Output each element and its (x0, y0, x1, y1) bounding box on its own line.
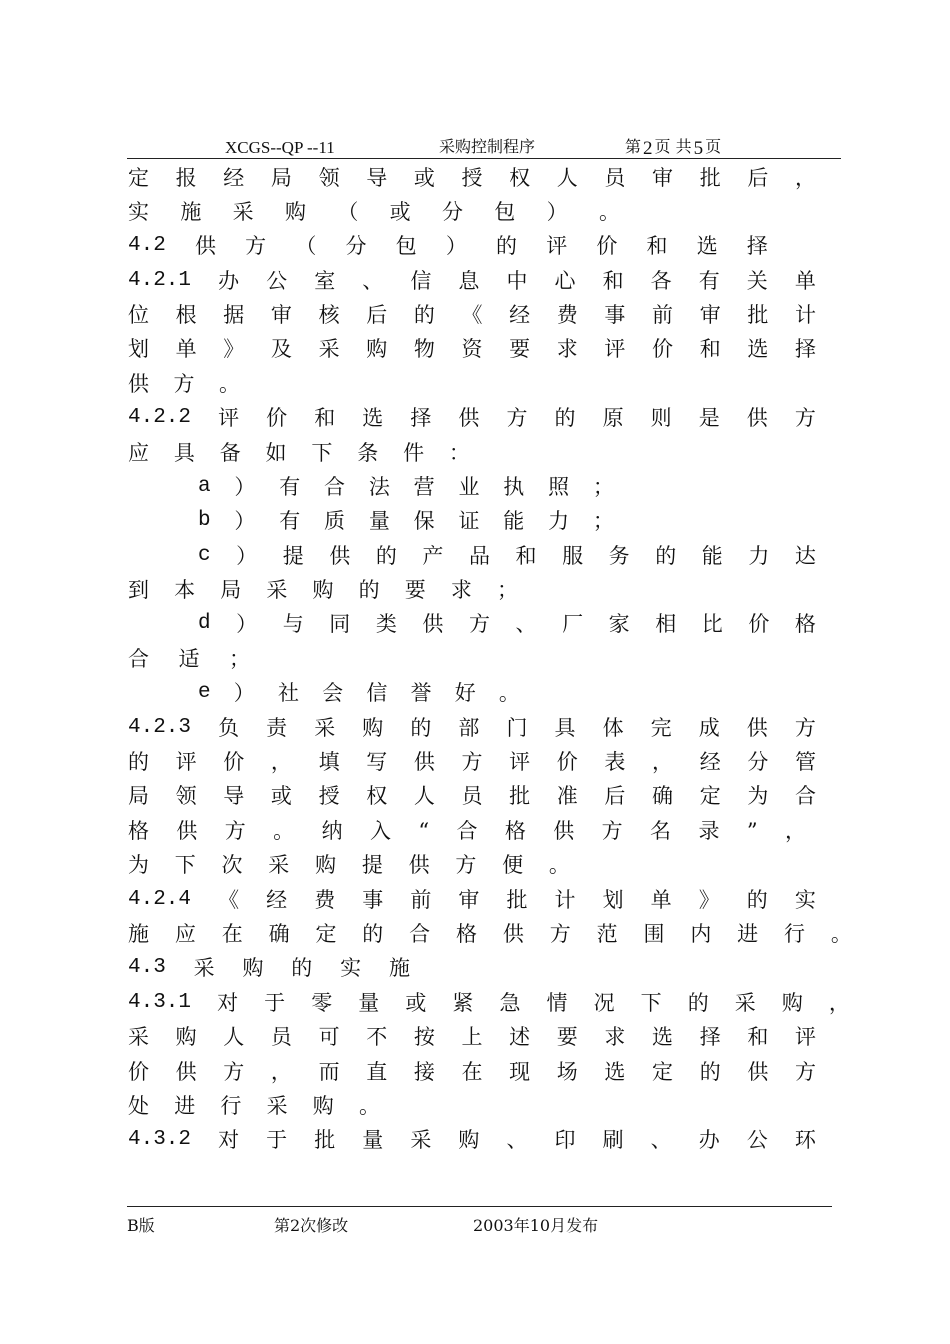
text-line: 实 施 采 购 （ 或 分 包 ） 。 (128, 200, 620, 224)
text-line: 4.2 供 方 （ 分 包 ） 的 评 价 和 选 择 (128, 234, 768, 258)
text-line: 4.3.2 对 于 批 量 采 购 、 印 刷 、 办 公 环 (128, 1128, 816, 1152)
text-line: 为 下 次 采 购 提 供 方 便 。 (128, 853, 570, 877)
text-line: 价 供 方 ， 而 直 接 在 现 场 选 定 的 供 方 (128, 1060, 816, 1084)
page-prefix: 第 (625, 137, 642, 156)
page-suffix: 页 (705, 137, 722, 156)
text-line: e ） 社 会 信 誉 好 。 (198, 681, 520, 705)
text-line: 应 具 备 如 下 条 件 ： (128, 441, 470, 465)
text-line: 施 应 在 确 定 的 合 格 供 方 范 围 内 进 行 。 (128, 922, 852, 946)
text-line: 到 本 局 采 购 的 要 求 ； (128, 578, 518, 602)
document-title: 采购控制程序 (439, 137, 536, 156)
page-current: 2 (643, 138, 653, 159)
footer-version: B版 (127, 1216, 155, 1235)
text-line: 位 根 据 审 核 后 的 《 经 费 事 前 审 批 计 (128, 303, 816, 327)
text-line: d ） 与 同 类 供 方 、 厂 家 相 比 价 格 (198, 612, 816, 636)
footer-revision: 第2次修改 (274, 1216, 349, 1235)
text-line: 处 进 行 采 购 。 (128, 1094, 380, 1118)
document-code: XCGS--QP --11 (225, 138, 335, 157)
text-line: 定 报 经 局 领 导 或 授 权 人 员 审 批 后 ， (128, 166, 816, 190)
page-total: 5 (693, 138, 704, 159)
text-line: 4.2.4 《 经 费 事 前 审 批 计 划 单 》 的 实 (128, 888, 816, 912)
text-line: a ） 有 合 法 营 业 执 照 ； (198, 475, 614, 499)
text-line: 4.2.2 评 价 和 选 择 供 方 的 原 则 是 供 方 (128, 406, 816, 430)
page-middle: 页 共 (654, 137, 692, 156)
text-line: 4.2.3 负 责 采 购 的 部 门 具 体 完 成 供 方 (128, 716, 816, 740)
text-line: 合 适 ； (128, 647, 250, 671)
text-line: 采 购 人 员 可 不 按 上 述 要 求 选 择 和 评 (128, 1025, 816, 1049)
text-line: 4.2.1 办 公 室 、 信 息 中 心 和 各 有 关 单 (128, 269, 816, 293)
text-line: 4.3.1 对 于 零 量 或 紧 急 情 况 下 的 采 购 ， (128, 991, 850, 1015)
text-line: 的 评 价 ， 填 写 供 方 评 价 表 ， 经 分 管 (128, 750, 816, 774)
text-line: 局 领 导 或 授 权 人 员 批 准 后 确 定 为 合 (128, 784, 816, 808)
text-line: 4.3 采 购 的 实 施 (128, 956, 410, 980)
text-line: 划 单 》 及 采 购 物 资 要 求 评 价 和 选 择 (128, 337, 816, 361)
text-line: 供 方 。 (128, 372, 240, 396)
page-footer (127, 1206, 832, 1237)
text-line: b ） 有 质 量 保 证 能 力 ； (198, 509, 614, 533)
footer-date: 2003年10月发布 (473, 1216, 599, 1235)
text-line: c ） 提 供 的 产 品 和 服 务 的 能 力 达 (198, 544, 816, 568)
text-line: 格 供 方 。 纳 入 “ 合 格 供 方 名 录 ” ， (128, 819, 806, 843)
